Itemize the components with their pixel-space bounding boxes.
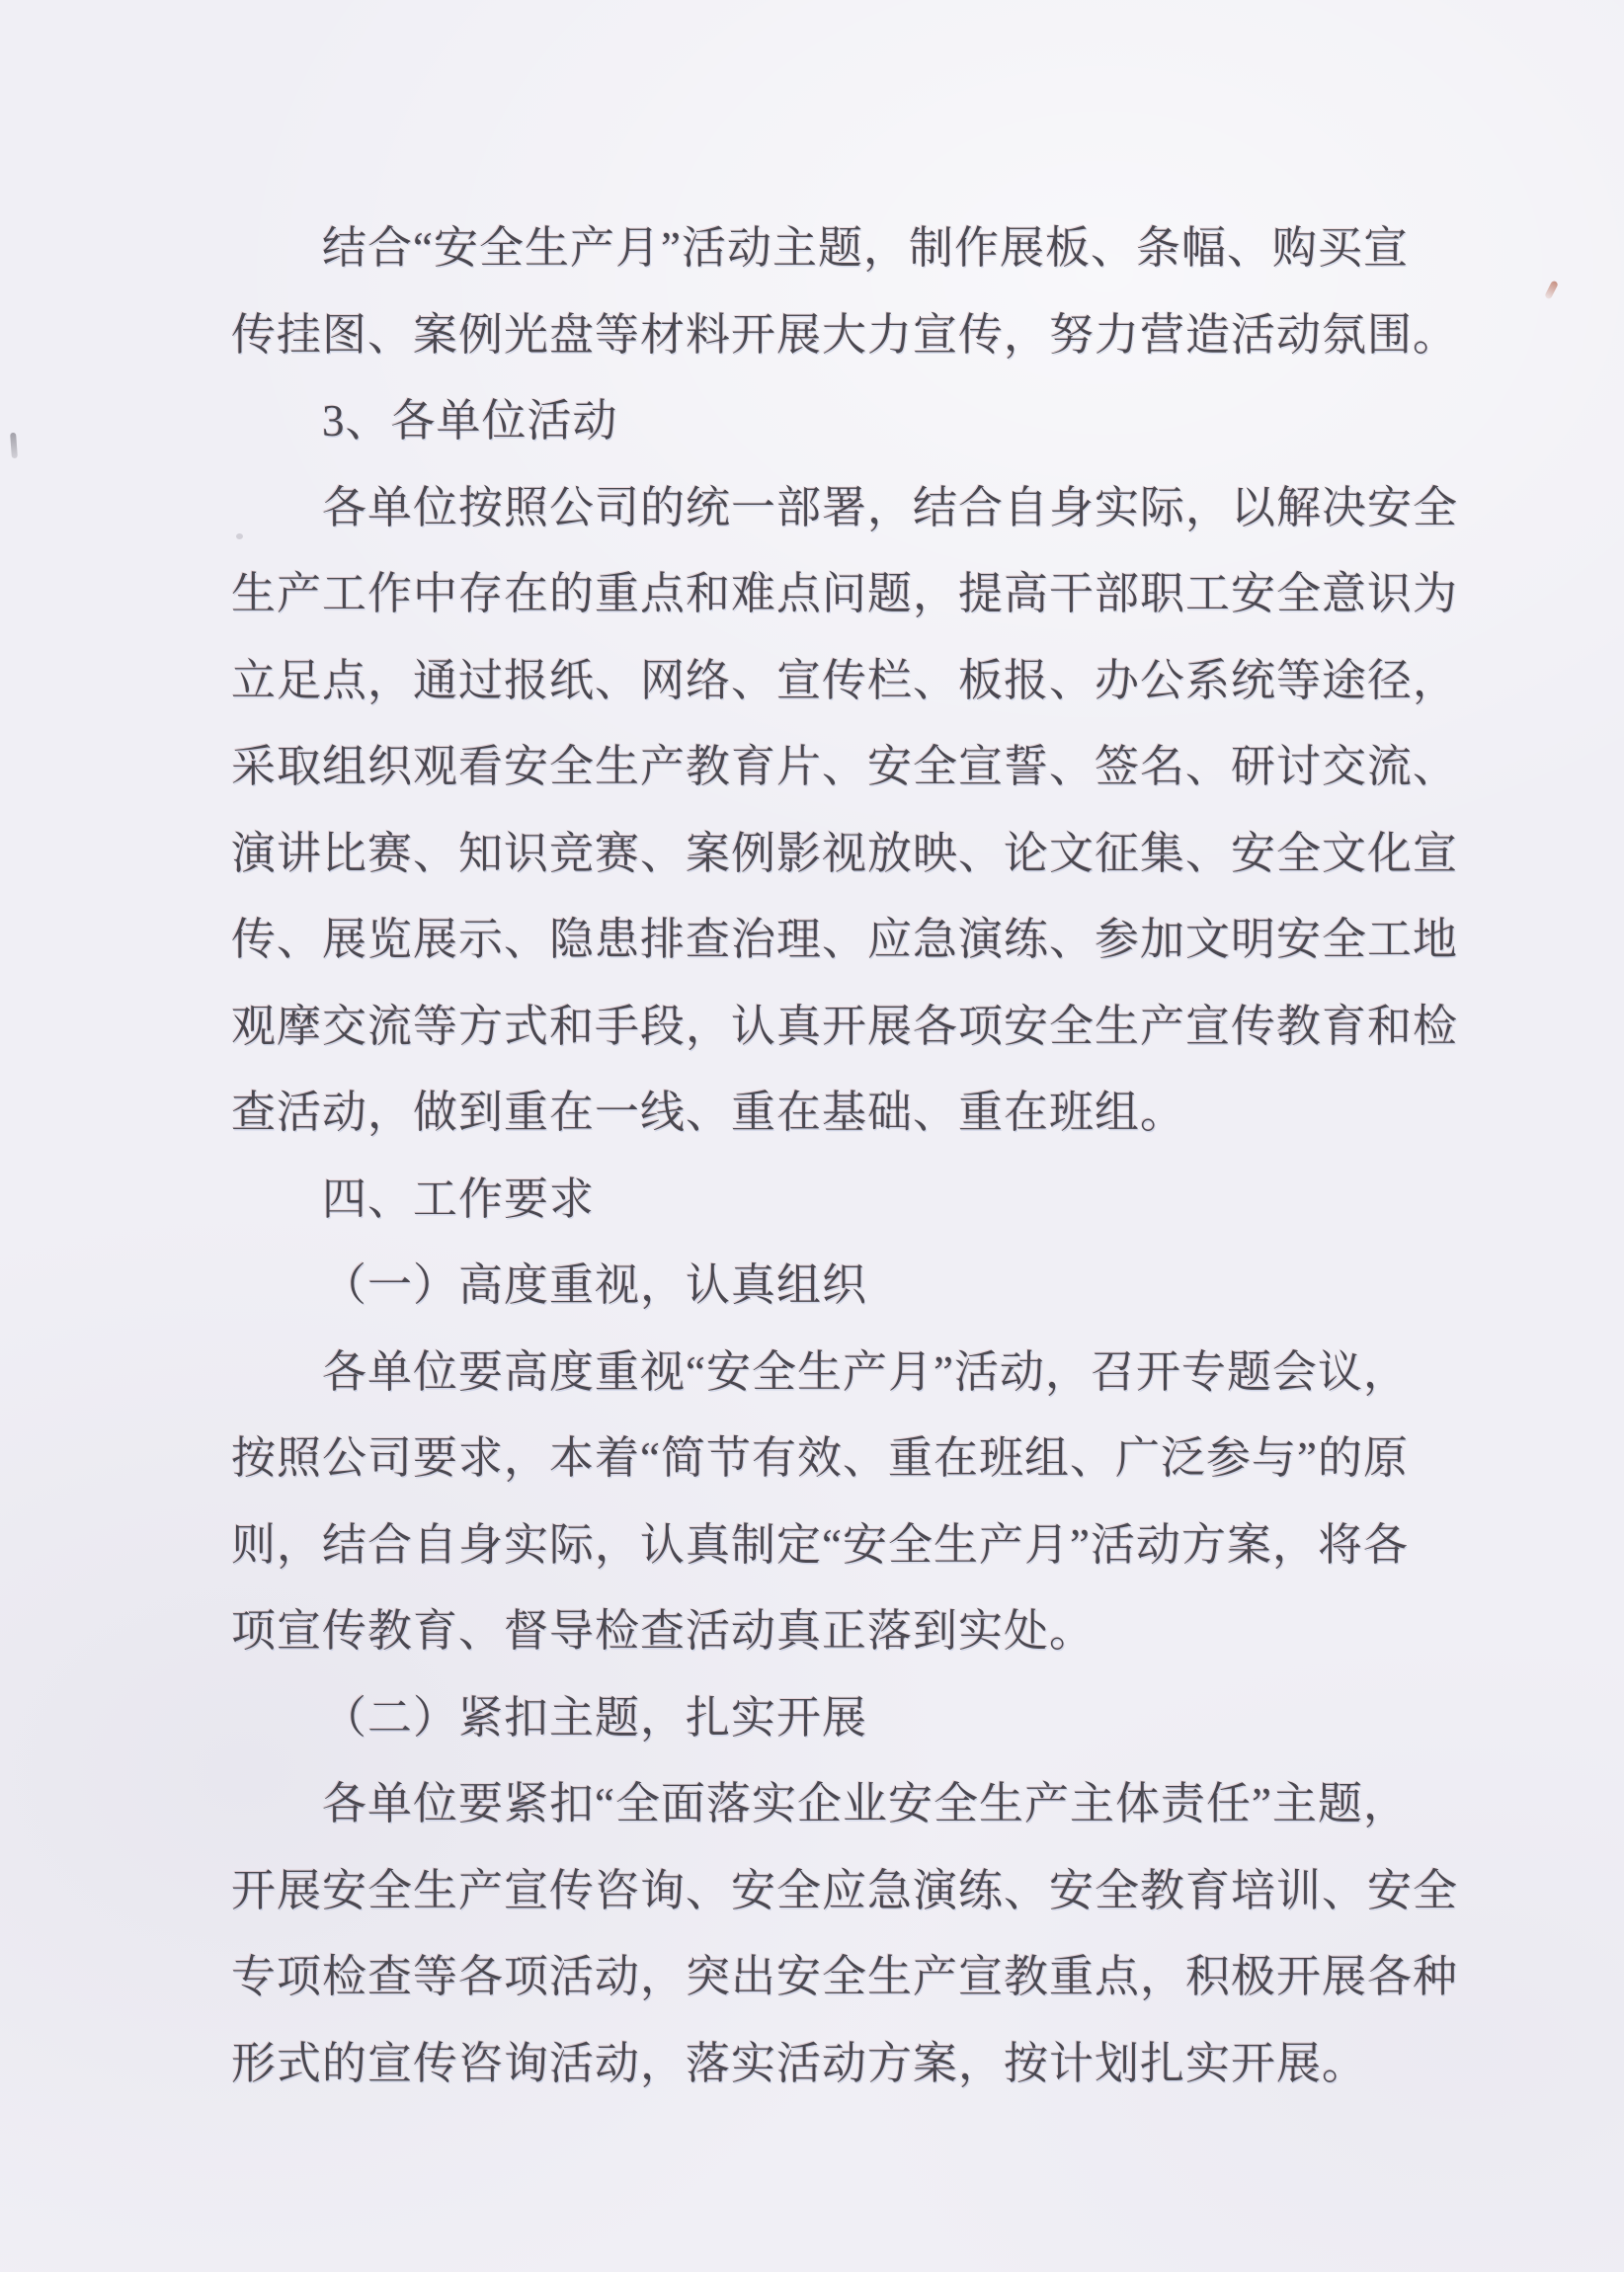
text-line: 项宣传教育、督导检查活动真正落到实处。 [231,1606,1096,1656]
text-line: 传、展览展示、隐患排查治理、应急演练、参加文明安全工地 [231,915,1459,964]
document-body [231,205,1468,2107]
text-line: 开展安全生产宣传咨询、安全应急演练、安全教育培训、安全 [231,1865,1459,1915]
text-line: 结合“安全生产月”活动主题，制作展板、条幅、购买宣 [322,223,1409,273]
text-line: 演讲比赛、知识竞赛、案例影视放映、论文征集、安全文化宣 [231,828,1459,878]
text-line: 四、工作要求 [322,1174,596,1224]
red-ink-speck [1544,280,1559,299]
text-line: 3、各单位活动 [322,396,618,446]
text-line: 查活动，做到重在一线、重在基础、重在班组。 [231,1088,1186,1137]
text-line: 形式的宣传咨询活动，落实活动方案，按计划扎实开展。 [231,2038,1368,2088]
text-line: 立足点，通过报纸、网络、宣传栏、板报、办公系统等途径， [231,655,1459,705]
text-line: 则，结合自身实际，认真制定“安全生产月”活动方案，将各 [231,1519,1409,1570]
text-line: （二）紧扣主题，扎实开展 [322,1692,868,1743]
text-line: 传挂图、案例光盘等材料开展大力宣传，努力营造活动氛围。 [231,309,1459,360]
text-line: 观摩交流等方式和手段，认真开展各项安全生产宣传教育和检 [231,1001,1459,1051]
text-line: 生产工作中存在的重点和难点问题，提高干部职工安全意识为 [231,569,1459,618]
text-line: 按照公司要求，本着“简节有效、重在班组、广泛参与”的原 [231,1433,1409,1483]
text-line: 采取组织观看安全生产教育片、安全宣誓、签名、研讨交流、 [231,742,1459,791]
text-line: 各单位要紧扣“全面落实企业安全生产主体责任”主题， [322,1779,1409,1828]
text-line: 专项检查等各项活动，突出安全生产宣教重点，积极开展各种 [231,1952,1459,2001]
gray-smudge [10,433,18,458]
text-line: （一）高度重视，认真组织 [322,1260,868,1310]
text-line: 各单位按照公司的统一部署，结合自身实际，以解决安全 [322,482,1459,532]
faint-dot [236,533,243,539]
text-line: 各单位要高度重视“安全生产月”活动，召开专题会议， [322,1346,1409,1397]
